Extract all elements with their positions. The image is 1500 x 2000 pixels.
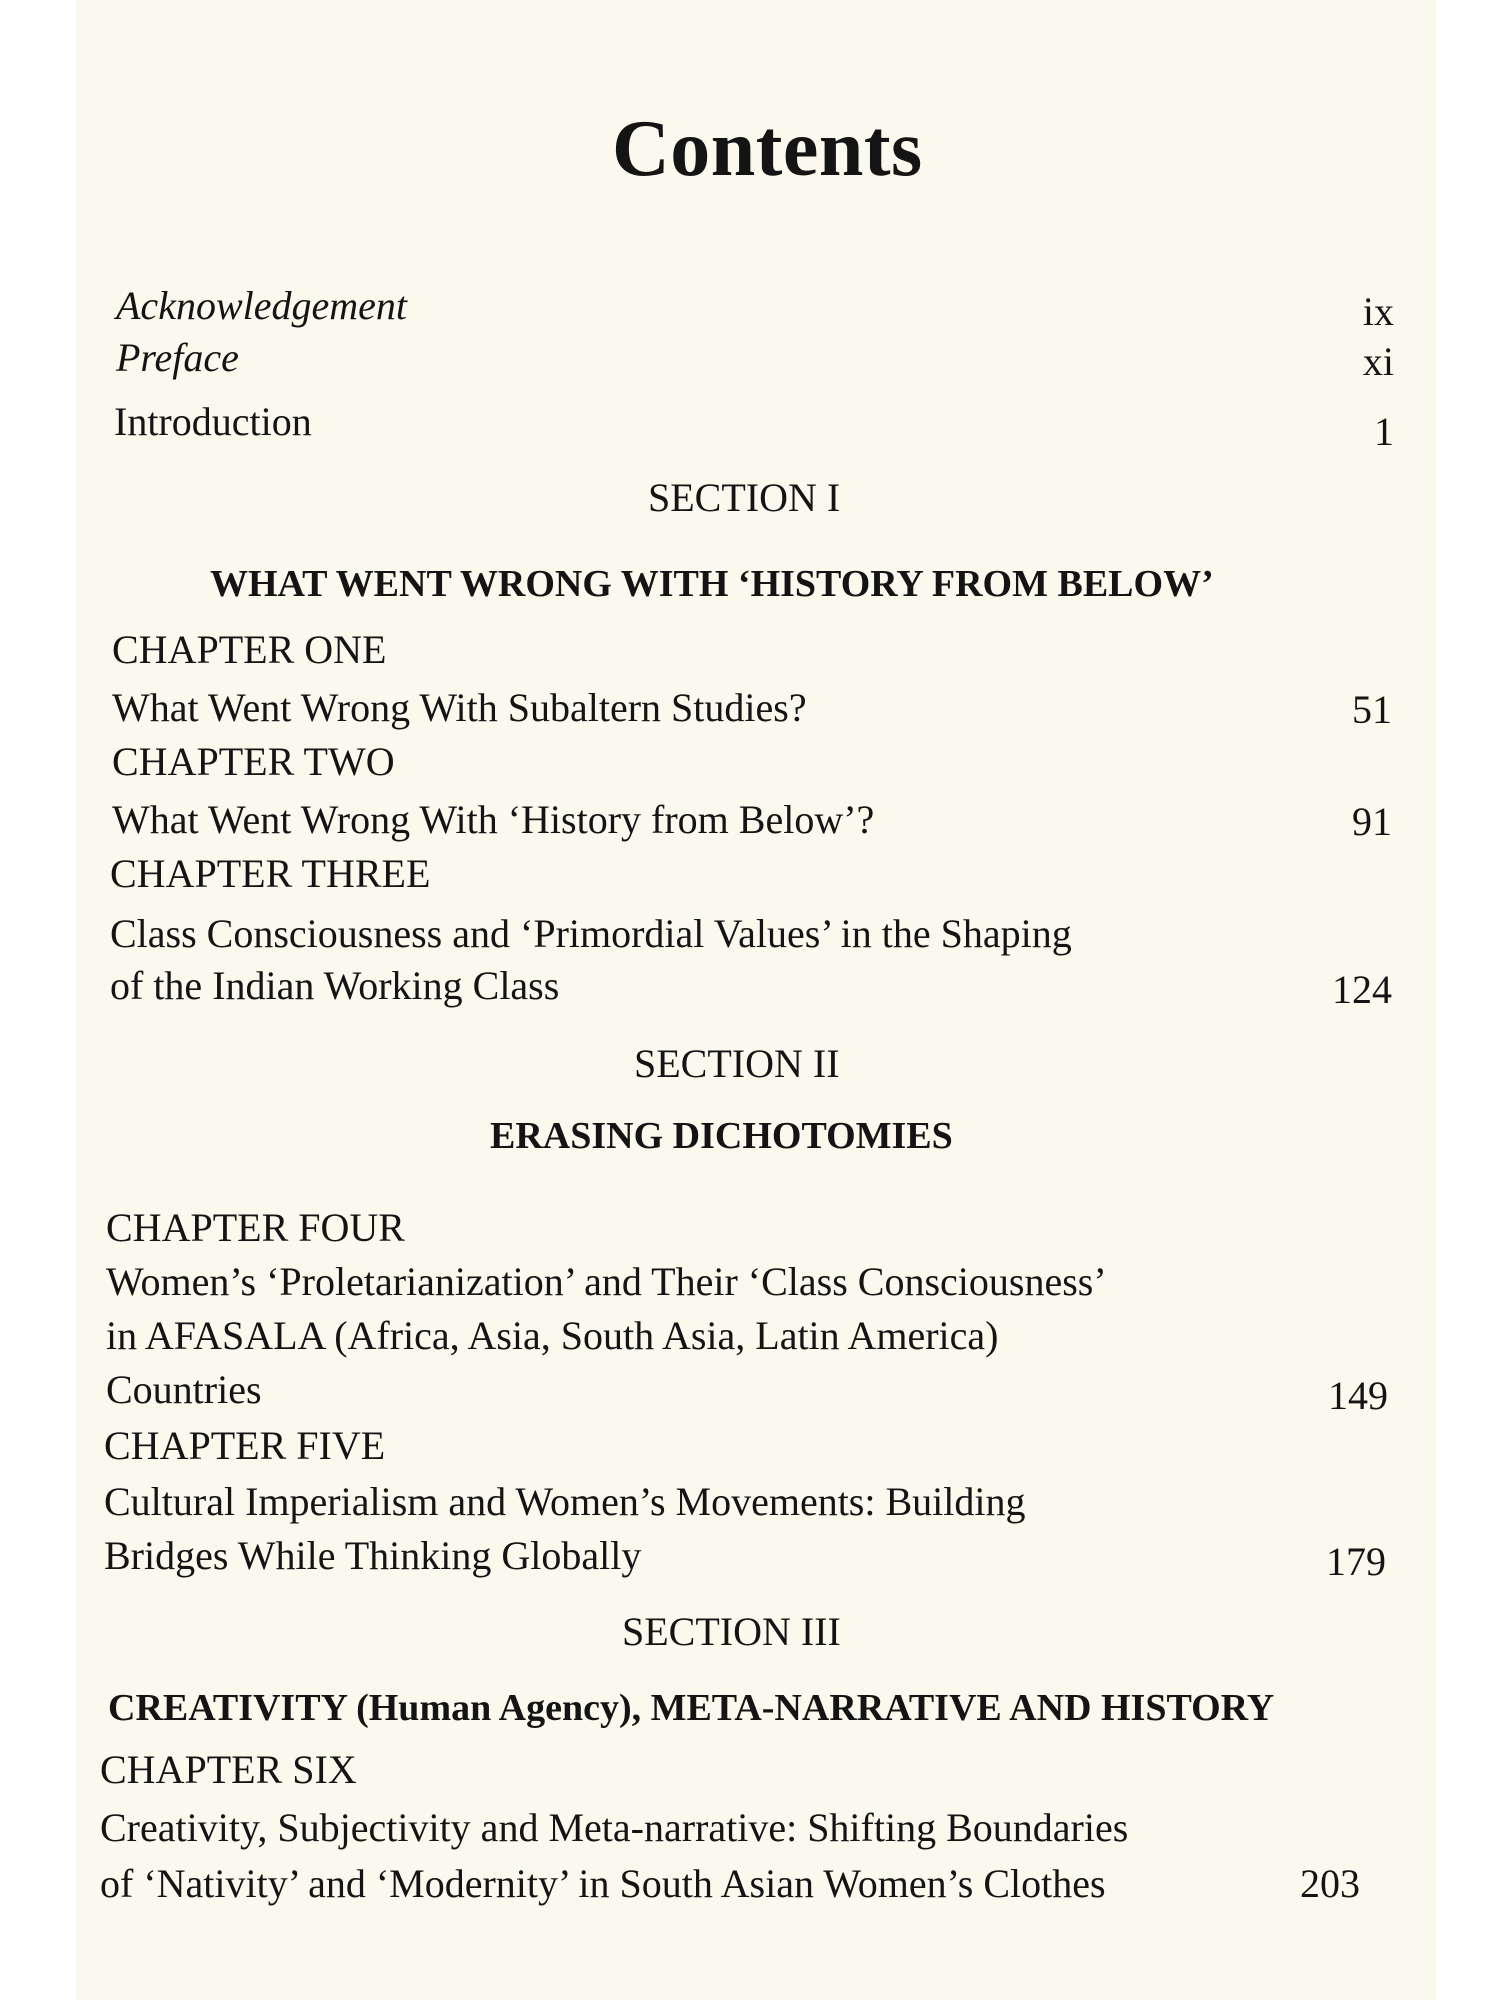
page-number: 51 bbox=[1352, 687, 1392, 732]
page-number: 149 bbox=[1328, 1373, 1388, 1418]
page-number: 179 bbox=[1326, 1539, 1386, 1584]
chapter-title: Women’s ‘Proletarianization’ and Their ‘Class Consciousness’ bbox=[106, 1259, 1107, 1304]
chapter-title: of the Indian Working Class bbox=[110, 963, 560, 1008]
chapter-title: Bridges While Thinking Globally bbox=[104, 1533, 642, 1578]
book-page bbox=[76, 0, 1436, 2000]
page-number: 124 bbox=[1332, 967, 1392, 1012]
chapter-title: Cultural Imperialism and Women’s Movements: Building bbox=[104, 1479, 1026, 1524]
chapter-label: CHAPTER FOUR bbox=[106, 1205, 405, 1250]
section-label: SECTION I bbox=[648, 475, 841, 520]
section-heading: ERASING DICHOTOMIES bbox=[490, 1115, 953, 1157]
chapter-title: Creativity, Subjectivity and Meta-narrative: Shifting Boundaries bbox=[100, 1805, 1129, 1850]
toc-entry-preface: Preface bbox=[116, 335, 239, 380]
page-number: 203 bbox=[1300, 1861, 1360, 1906]
page-number: 91 bbox=[1352, 799, 1392, 844]
chapter-label: CHAPTER TWO bbox=[112, 739, 395, 784]
section-label: SECTION III bbox=[622, 1609, 841, 1654]
chapter-title: Countries bbox=[106, 1367, 262, 1412]
chapter-label: CHAPTER SIX bbox=[100, 1747, 357, 1792]
page-number: xi bbox=[1362, 339, 1394, 384]
page-number: ix bbox=[1362, 289, 1394, 334]
chapter-label: CHAPTER FIVE bbox=[104, 1423, 386, 1468]
section-label: SECTION II bbox=[634, 1041, 840, 1086]
chapter-title: Class Consciousness and ‘Primordial Values’ in the Shaping bbox=[110, 911, 1072, 956]
chapter-label: CHAPTER ONE bbox=[112, 627, 387, 672]
toc-entry-acknowledgement: Acknowledgement bbox=[116, 283, 407, 328]
chapter-title: in AFASALA (Africa, Asia, South Asia, Latin America) bbox=[106, 1313, 999, 1358]
chapter-title: of ‘Nativity’ and ‘Modernity’ in South Asian Women’s Clothes bbox=[100, 1861, 1106, 1906]
page-number: 1 bbox=[1374, 409, 1394, 454]
page-title: Contents bbox=[612, 105, 923, 193]
chapter-title: What Went Wrong With Subaltern Studies? bbox=[112, 685, 807, 730]
toc-entry-introduction: Introduction bbox=[114, 399, 312, 444]
section-heading: CREATIVITY (Human Agency), META-NARRATIVE AND HISTORY bbox=[108, 1687, 1275, 1729]
chapter-title: What Went Wrong With ‘History from Below’? bbox=[112, 797, 875, 842]
chapter-label: CHAPTER THREE bbox=[110, 851, 431, 896]
section-heading: WHAT WENT WRONG WITH ‘HISTORY FROM BELOW’ bbox=[210, 563, 1214, 605]
